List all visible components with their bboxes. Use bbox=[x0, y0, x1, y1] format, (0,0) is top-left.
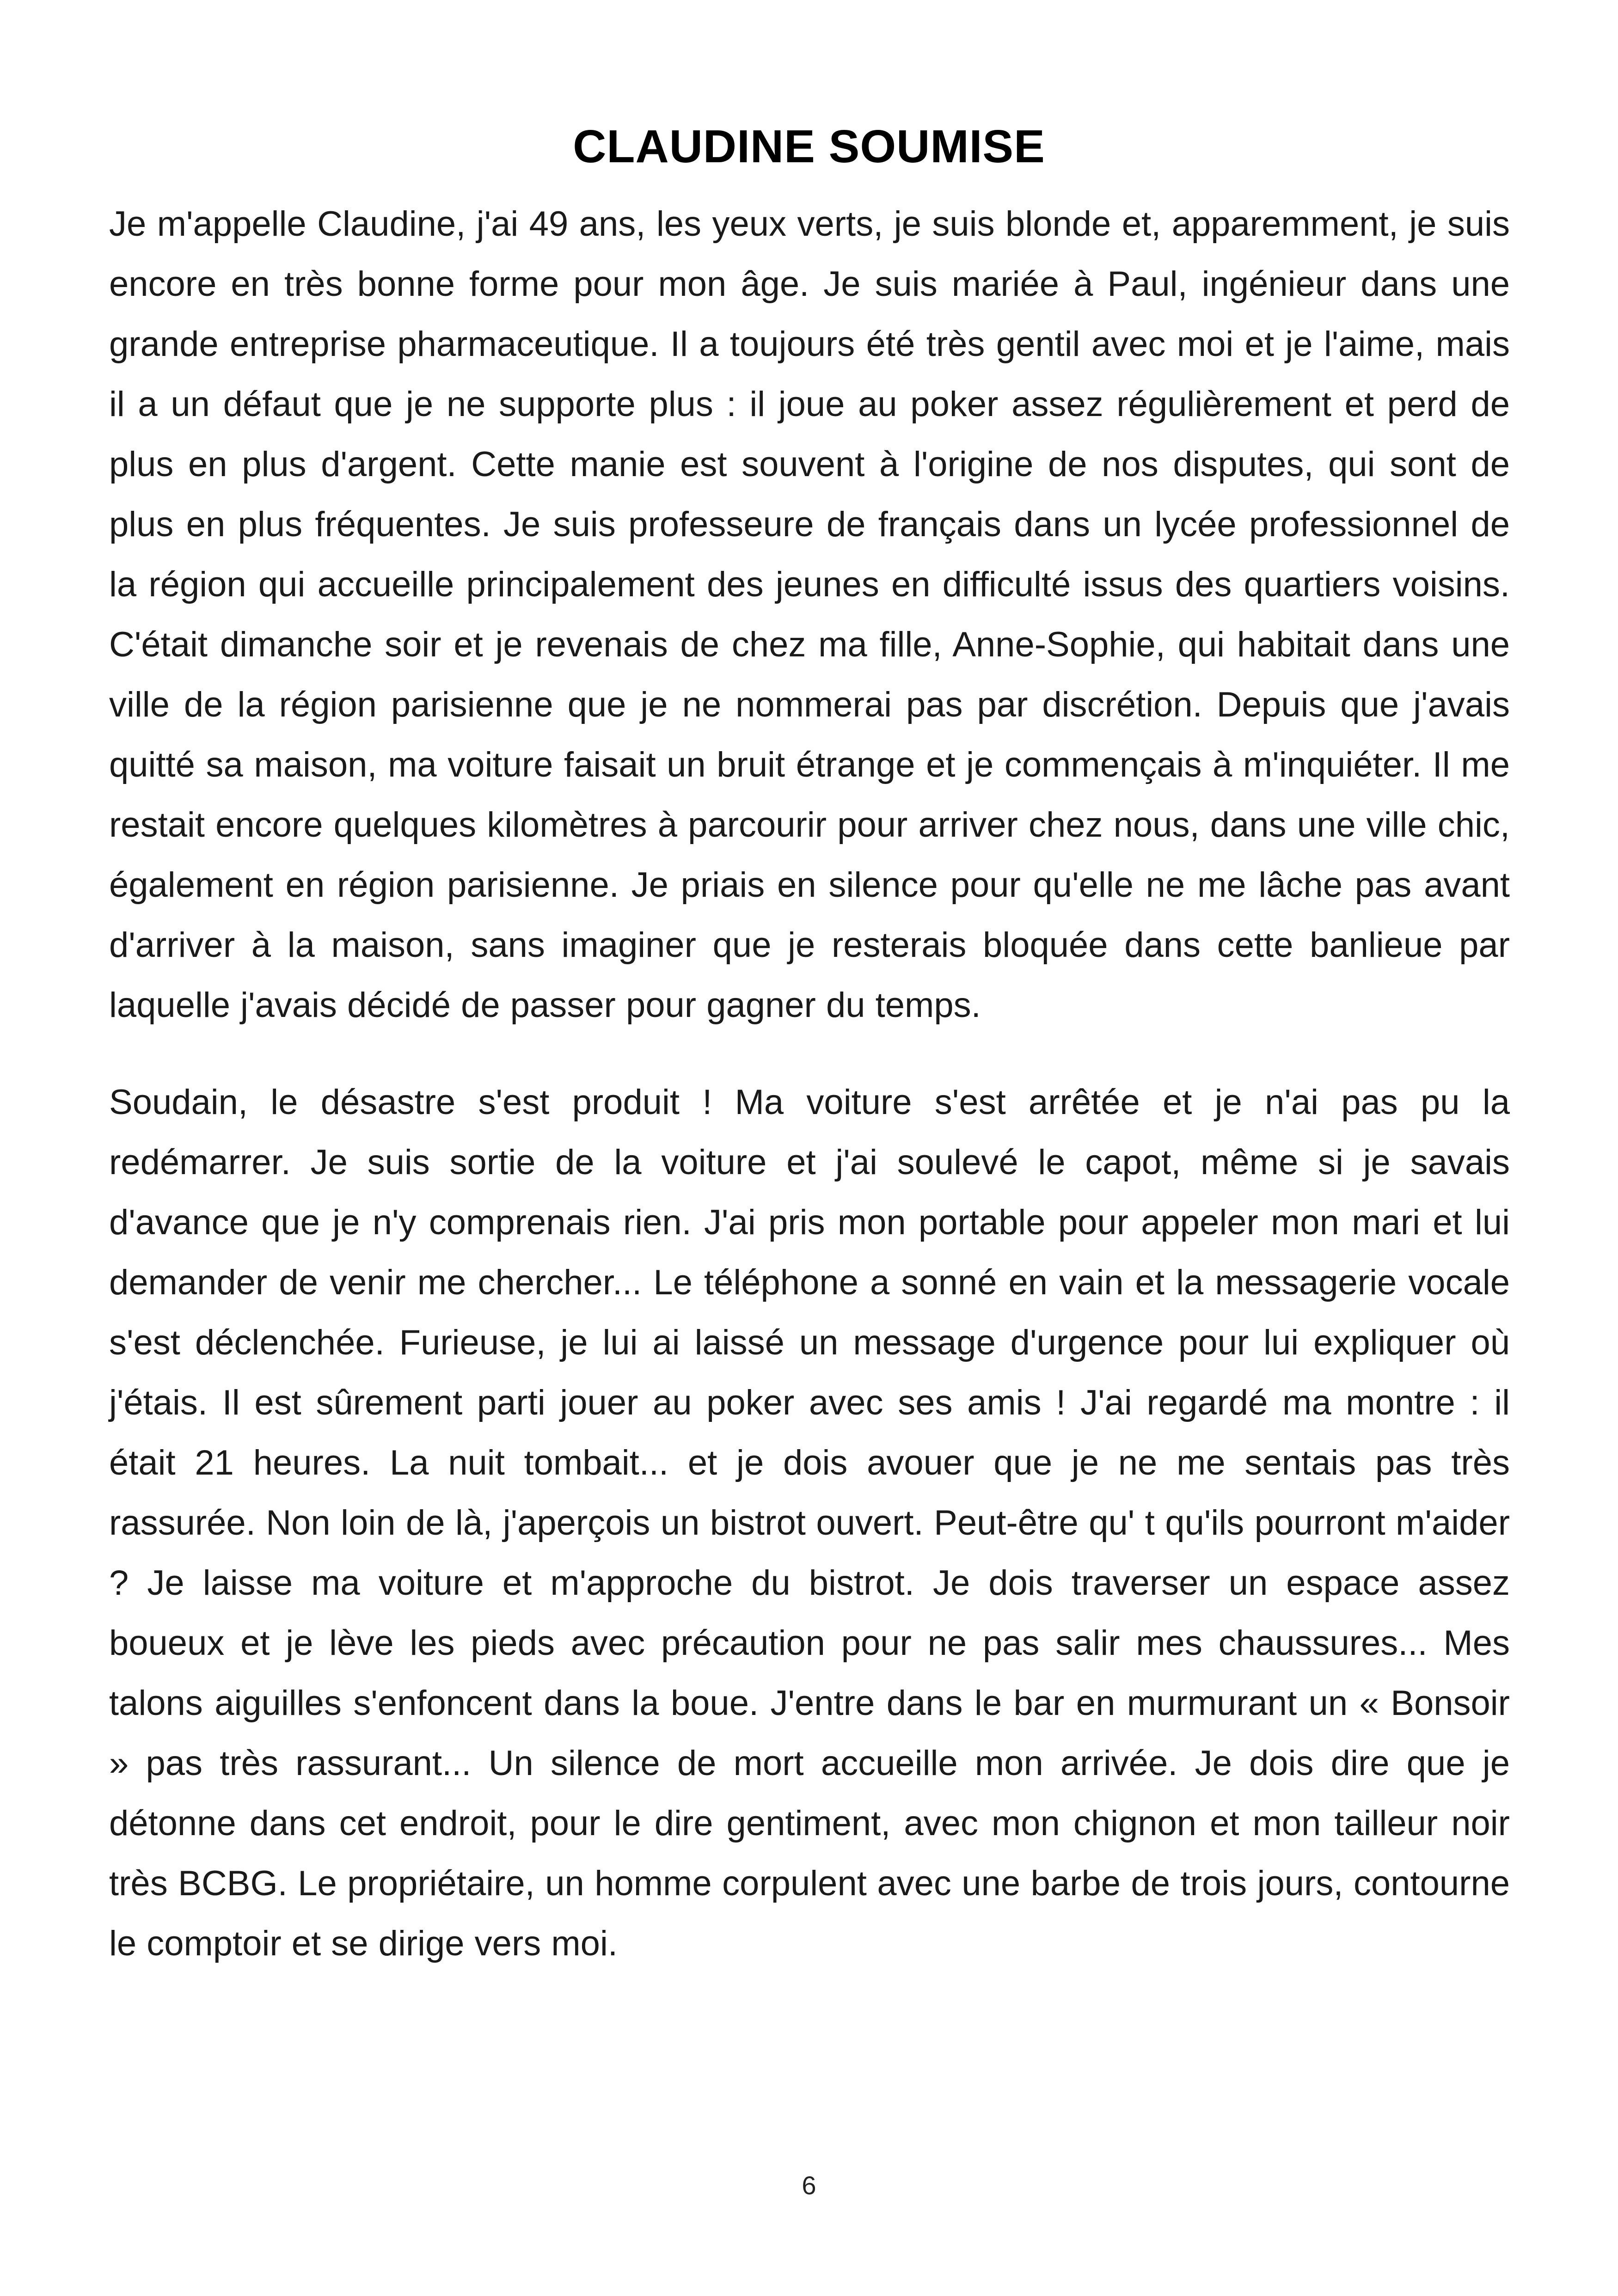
paragraph-2: Soudain, le désastre s'est produit ! Ma voiture s'est arrêtée et je n'ai pas pu la redémarrer. Je suis sortie de la voiture et j'ai soulevé le capot, même si je savais d'avance que je n'y comprenais rien. J'ai pris mon portable pour appeler mon mari et lui demander de venir me chercher... Le téléphone a sonné en vain et la messagerie vocale s'est déclenchée. Furieuse, je lui ai laissé un message d'urgence pour lui expliquer où j'étais. Il est sûrement parti jouer au poker avec ses amis ! J'ai regardé ma montre : il était 21 heures. La nuit tombait... et je dois avouer que je ne me sentais pas très rassurée. Non loin de là, j'aperçois un bistrot ouvert. Peut-être qu' t qu'ils pourront m'aider ? Je laisse ma voiture et m'approche du bistrot. Je dois traverser un espace assez boueux et je lève les pieds avec précaution pour ne pas salir mes chaussures... Mes talons aiguilles s'enfoncent dans la boue. J'entre dans le bar en murmurant un « Bonsoir » pas très rassurant... Un silence de mort accueille mon arrivée. Je dois dire que je détonne dans cet endroit, pour le dire gentiment, avec mon chignon et mon tailleur noir très BCBG. Le propriétaire, un homme corpulent avec une barbe de trois jours, contourne le comptoir et se dirige vers moi. bbox=[109, 1083, 1510, 1963]
body-text bbox=[109, 194, 1510, 2011]
page-title: CLAUDINE SOUMISE bbox=[573, 121, 1045, 172]
page-number: 6 bbox=[802, 2171, 816, 2200]
paragraph-1: Je m'appelle Claudine, j'ai 49 ans, les yeux verts, je suis blonde et, apparemment, je suis encore en très bonne forme pour mon âge. Je suis mariée à Paul, ingénieur dans une grande entreprise pharmaceutique. Il a toujours été très gentil avec moi et je l'aime, mais il a un défaut que je ne supporte plus : il joue au poker assez régulièrement et perd de plus en plus d'argent. Cette manie est souvent à l'origine de nos disputes, qui sont de plus en plus fréquentes. Je suis professeure de français dans un lycée professionnel de la région qui accueille principalement des jeunes en difficulté issus des quartiers voisins. C'était dimanche soir et je revenais de chez ma fille, Anne-Sophie, qui habitait dans une ville de la région parisienne que je ne nommerai pas par discrétion. Depuis que j'avais quitté sa maison, ma voiture faisait un bruit étrange et je commençais à m'inquiéter. Il me restait encore quelques kilomètres à parcourir pour arriver chez nous, dans une ville chic, également en région parisienne. Je priais en silence pour qu'elle ne me lâche pas avant d'arriver à la maison, sans imaginer que je resterais bloquée dans cette banlieue par laquelle j'avais décidé de passer pour gagner du temps. bbox=[109, 204, 1510, 1025]
